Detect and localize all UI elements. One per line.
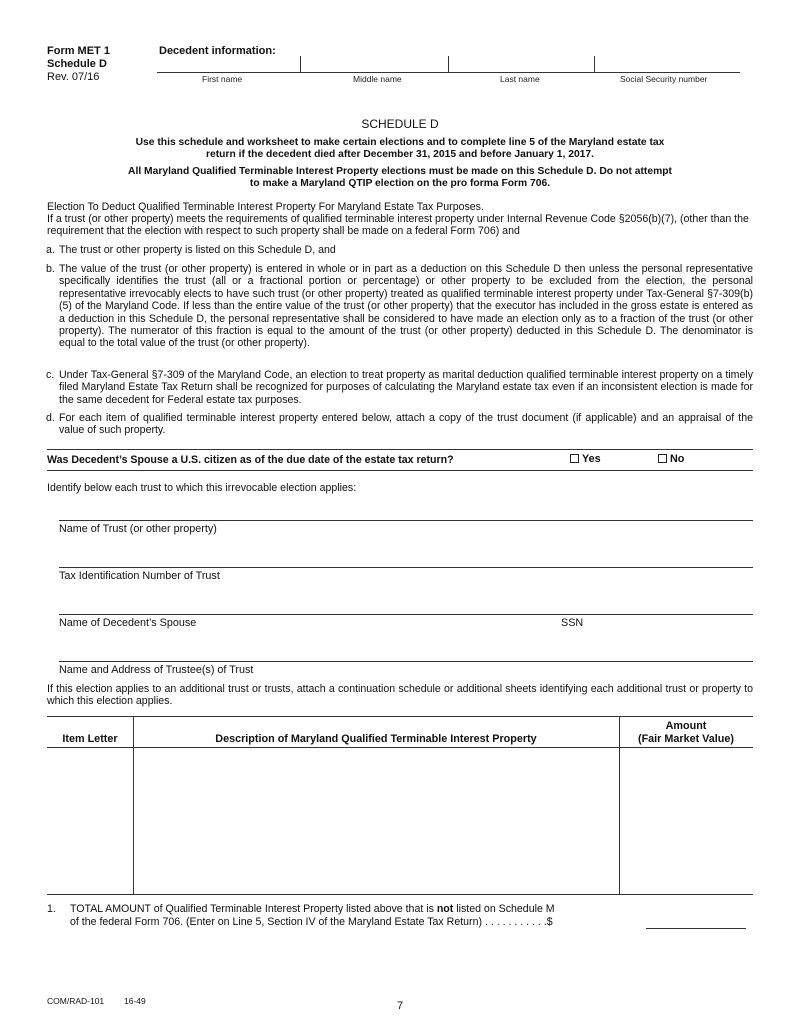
page-number: 7 [396,1000,404,1012]
total-instruction-line2: of the federal Form 706. (Enter on Line 5, Section IV of the Maryland Estate Tax Return) . . . . . . . . . . .$ [70,916,553,928]
list-item [46,244,753,256]
list-item-text: The value of the trust (or other property) is entered in whole or in part as a deduction on this Schedule D then unless the personal representative specifically identifies the trust (all or a fractional portion or percentage) or other property to be excluded from the election, the personal representative irrevocably elects to have such trust (or other property) treated as qualified terminable interest property under Tax-General §7-309(b)(5) of the Maryland Code. If less than the entire value of the trust (or other property) that the executor has included in the gross estate is entered as a deduction in this Schedule D, the personal representative shall be considered to have made an election only as to a fraction of the trust (or other property). The numerator of this fraction is equal to the amount of the trust (or other property) deducted in this Schedule D. The denominator is equal to the total value of the trust (or other property). [59,263,753,350]
ssn-label: Social Security number [620,74,708,84]
trust-name-label: Name of Trust (or other property) [59,523,217,535]
trustee-label: Name and Address of Trustee(s) of Trust [59,664,254,676]
list-item [46,412,753,437]
divider [594,56,595,72]
ssn-input[interactable] [596,56,739,72]
divider [448,56,449,72]
field-line [59,661,753,662]
amount-header-line: Amount [665,720,707,732]
identify-instruction: Identify below each trust to which this irrevocable election applies: [47,482,357,494]
description-header: Description of Maryland Qualified Terminable Interest Property [215,733,537,745]
total-text: listed on Schedule M [453,903,555,915]
first-name-label: First name [202,74,243,84]
notice-line: All Maryland Qualified Terminable Interest Property elections must be made on this Schedule D. Do not attempt [128,166,672,177]
total-amount-line [646,928,746,929]
form-code-2: 16-49 [124,996,146,1006]
spouse-input[interactable] [59,594,753,614]
divider [47,470,753,471]
yes-label: Yes [582,453,601,465]
notice-line: to make a Maryland QTIP election on the pro forma Form 706. [249,178,551,190]
trust-name-input[interactable] [59,500,753,520]
table-top-border [47,716,753,717]
item-letter-header: Item Letter [62,733,118,745]
middle-name-input[interactable] [302,56,447,72]
yes-option[interactable] [570,453,601,465]
field-line [59,567,753,568]
field-line [59,520,753,521]
last-name-label: Last name [500,74,540,84]
form-id: Form MET 1 [47,45,110,57]
citizen-question: Was Decedent’s Spouse a U.S. citizen as of the due date of the estate tax return? [47,454,454,466]
divider [47,449,753,450]
form-code: COM/RAD-101 [47,996,105,1006]
page-title: SCHEDULE D [361,117,439,131]
first-name-input[interactable] [158,56,299,72]
divider [300,56,301,72]
total-amount-input[interactable] [646,912,746,928]
schedule-label: Schedule D [47,58,107,70]
intro-line: return if the decedent died after December 31, 2015 and before January 1, 2017. [205,149,594,161]
list-item [46,369,753,406]
no-label: No [670,453,685,465]
tin-input[interactable] [59,547,753,567]
decedent-info-label: Decedent information: [159,45,276,57]
list-item [46,263,753,350]
spouse-ssn-label: SSN [561,617,584,629]
item-letter-cell[interactable] [48,749,132,893]
amount-header [619,720,753,746]
spouse-name-label: Name of Decedent’s Spouse [59,617,197,629]
tin-label: Tax Identification Number of Trust [59,570,220,582]
yes-checkbox[interactable] [570,454,579,463]
list-marker: c. [46,369,55,381]
revision-date: Rev. 07/16 [47,71,100,83]
no-option[interactable] [658,453,684,465]
amount-cell[interactable] [621,749,752,893]
list-marker: a. [46,244,55,256]
list-item-text: Under Tax-General §7-309 of the Maryland Code, an election to treat property as marital deduction qualified terminable interest property on a timely filed Maryland Estate Tax Return shall be recognized for purposes of calculating the Maryland estate tax even if an inconsistent election is made for the same decedent for Federal estate tax purposes. [59,369,753,406]
qtip-notice [60,166,740,191]
table-header-border [47,747,753,748]
total-emphasis: not [436,903,454,915]
last-name-input[interactable] [450,56,593,72]
middle-name-label: Middle name [353,74,402,84]
intro-instructions [60,137,740,162]
trustee-input[interactable] [59,641,753,661]
list-marker: d. [46,412,55,424]
list-item-text: For each item of qualified terminable interest property entered below, attach a copy of the trust document (if applicable) and an appraisal of the value of such property. [59,412,753,437]
election-paragraph: If a trust (or other property) meets the requirements of qualified terminable interest property under Internal Revenue Code §2056(b)(7), (other than the requirement that the election with respect to such property shall be made on a federal Form 706) and [47,213,749,238]
amount-header-line: (Fair Market Value) [637,733,734,745]
list-item-text: The trust or other property is listed on this Schedule D, and [59,244,336,256]
description-cell[interactable] [135,749,618,893]
election-heading: Election To Deduct Qualified Terminable Interest Property For Maryland Estate Tax Purposes. [47,201,484,213]
additional-trust-note: If this election applies to an additional trust or trusts, attach a continuation schedule or additional sheets identifying each additional trust or property to which this election applies. [47,683,753,708]
total-text: TOTAL AMOUNT of Qualified Terminable Interest Property listed above that is [70,903,437,915]
field-line [59,614,753,615]
total-instruction [70,903,630,915]
total-number: 1. [47,903,56,915]
no-checkbox[interactable] [658,454,667,463]
table-bottom-border [47,894,753,895]
list-marker: b. [46,263,55,275]
decedent-info-line [157,72,740,73]
intro-line: Use this schedule and worksheet to make certain elections and to complete line 5 of the Maryland estate tax [135,137,665,148]
